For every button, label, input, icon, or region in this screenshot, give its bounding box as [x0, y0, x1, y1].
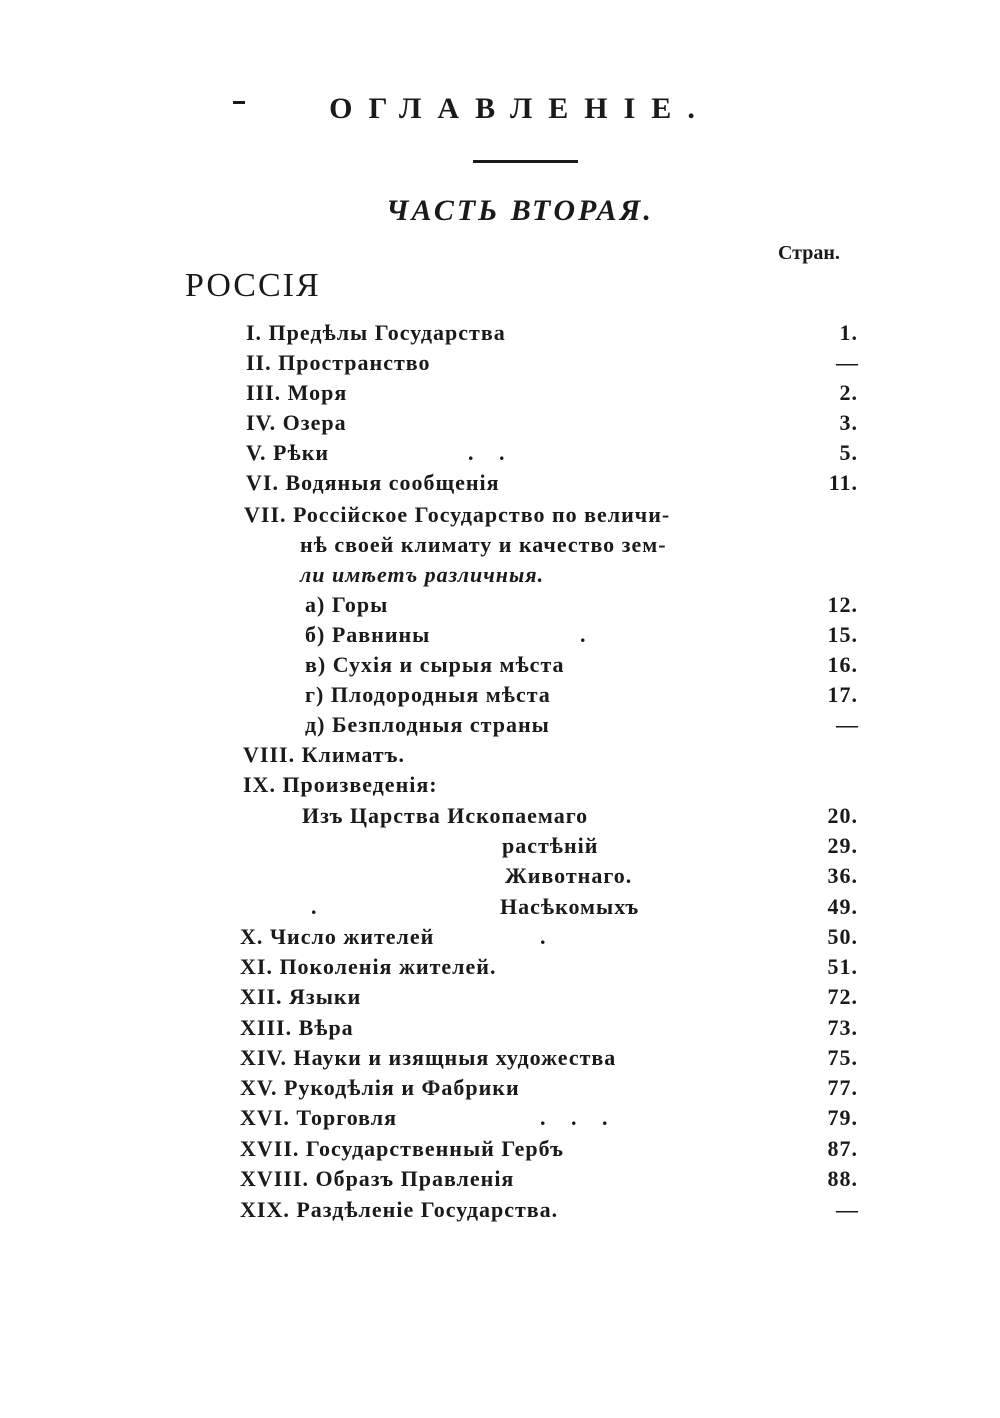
toc-entry: [0, 1164, 1000, 1194]
leader-dots: . .: [468, 440, 515, 465]
toc-entry: [0, 1195, 1000, 1225]
toc-entry-page: —: [836, 712, 858, 737]
toc-entry-text: XI. Поколенія жителей.: [240, 954, 497, 979]
toc-entry-page: 2.: [839, 380, 858, 405]
toc-entry: [0, 922, 1000, 952]
toc-entry: [0, 952, 1000, 982]
toc-entry-text: XVIII. Образъ Правленія: [240, 1166, 515, 1191]
toc-entry: [0, 861, 1000, 891]
toc-entry-text: растѣній: [502, 833, 599, 858]
toc-entry-page: 20.: [827, 803, 858, 828]
toc-entry-text: а) Горы: [305, 592, 389, 617]
toc-entry-text: II. Пространство: [246, 350, 431, 375]
toc-entry: [0, 318, 1000, 348]
toc-entry-text: Изъ Царства Ископаемаго: [302, 803, 589, 828]
toc-entry-text: X. Число жителей: [240, 924, 435, 949]
toc-entry: [0, 1073, 1000, 1103]
toc-entry-text: XVII. Государственный Гербъ: [240, 1136, 564, 1161]
toc-entry: [0, 1043, 1000, 1073]
toc-entry-text: VII. Россійское Государство по величи-: [244, 502, 671, 527]
toc-entry-page: 29.: [827, 833, 858, 858]
toc-entry: [0, 408, 1000, 438]
part-heading: ЧАСТЬ ВТОРАЯ.: [386, 194, 654, 227]
toc-entry: [0, 650, 1000, 680]
toc-entry-text: д) Безплодныя страны: [305, 712, 550, 737]
toc-entry-page: 73.: [827, 1015, 858, 1040]
toc-entry-page: 12.: [827, 592, 858, 617]
toc-entry-text: XII. Языки: [240, 984, 362, 1009]
toc-entry-page: —: [836, 350, 858, 375]
toc-entry: [0, 590, 1000, 620]
toc-entry: [0, 801, 1000, 831]
toc-entry-text: V. Рѣки: [246, 440, 330, 465]
toc-entry-text: XVI. Торговля: [240, 1105, 397, 1130]
toc-entry-text: г) Плодородныя мѣста: [305, 682, 551, 707]
toc-entry-page: 72.: [827, 984, 858, 1009]
title-rule: [473, 160, 578, 163]
leader-dots: .: [540, 924, 556, 949]
section-heading: РОССІЯ: [185, 267, 321, 304]
toc-entry-text: IV. Озера: [246, 410, 347, 435]
toc-entry-page: 16.: [827, 652, 858, 677]
toc-entry-text: б) Равнины: [305, 622, 431, 647]
toc-entry-page: 3.: [839, 410, 858, 435]
leader-dots: .: [311, 894, 327, 919]
toc-entry-text: XV. Рукодѣлія и Фабрики: [240, 1075, 520, 1100]
toc-entry-page: 36.: [827, 863, 858, 888]
toc-entry-text: III. Моря: [246, 380, 348, 405]
toc-entry: [0, 378, 1000, 408]
toc-entry: [0, 468, 1000, 498]
toc-entry-text: в) Сухія и сырыя мѣста: [305, 652, 565, 677]
toc-entry-page: 88.: [827, 1166, 858, 1191]
toc-entry-page: 50.: [827, 924, 858, 949]
toc-entry-text: XIX. Раздѣленіе Государства.: [240, 1197, 559, 1222]
toc-entry-text: Насѣкомыхъ: [500, 894, 640, 919]
toc-entry: [0, 620, 1000, 650]
toc-entry: [0, 982, 1000, 1012]
toc-entry: [0, 530, 1000, 560]
toc-entry: [0, 680, 1000, 710]
toc-entry-page: 87.: [827, 1136, 858, 1161]
toc-entry-page: 49.: [827, 894, 858, 919]
leader-dots: .: [580, 622, 596, 647]
toc-entry: [0, 831, 1000, 861]
toc-entry-text: I. Предѣлы Государства: [246, 320, 506, 345]
toc-entry-page: 79.: [827, 1105, 858, 1130]
page-column-label: Стран.: [778, 242, 840, 264]
toc-entry-text: XIV. Науки и изящныя художества: [240, 1045, 617, 1070]
toc-entry: [0, 348, 1000, 378]
toc-entry-page: 51.: [827, 954, 858, 979]
toc-entry: [0, 1103, 1000, 1133]
toc-entry-text: нѣ своей климату и качество зем-: [300, 532, 667, 557]
leader-dots: . . .: [540, 1105, 618, 1130]
toc-entry: [0, 1134, 1000, 1164]
toc-entry-text: VI. Водяныя сообщенія: [246, 470, 500, 495]
toc-entry: [0, 770, 1000, 800]
toc-entry-page: 17.: [827, 682, 858, 707]
toc-entry-page: 15.: [827, 622, 858, 647]
page-title: ОГЛАВЛЕНІЕ.: [329, 92, 711, 125]
toc-entry-text: Животнаго.: [505, 863, 633, 888]
toc-entry-page: 1.: [839, 320, 858, 345]
toc-entry: [0, 560, 1000, 590]
toc-entry-text: IX. Произведенія:: [243, 772, 438, 797]
toc-entry: [0, 892, 1000, 922]
toc-entry-page: 5.: [839, 440, 858, 465]
toc-entry: [0, 740, 1000, 770]
toc-entry-text: XIII. Вѣра: [240, 1015, 354, 1040]
toc-entry-page: 11.: [828, 470, 858, 495]
toc-entry: [0, 710, 1000, 740]
toc-entry-page: —: [836, 1197, 858, 1222]
toc-entry-text: ли имѣетъ различныя.: [300, 562, 545, 587]
toc-entry: [0, 500, 1000, 530]
toc-entry-page: 77.: [827, 1075, 858, 1100]
toc-entry-text: VIII. Климатъ.: [243, 742, 405, 767]
toc-entry: [0, 1013, 1000, 1043]
toc-entry-page: 75.: [827, 1045, 858, 1070]
toc-entry: [0, 438, 1000, 468]
